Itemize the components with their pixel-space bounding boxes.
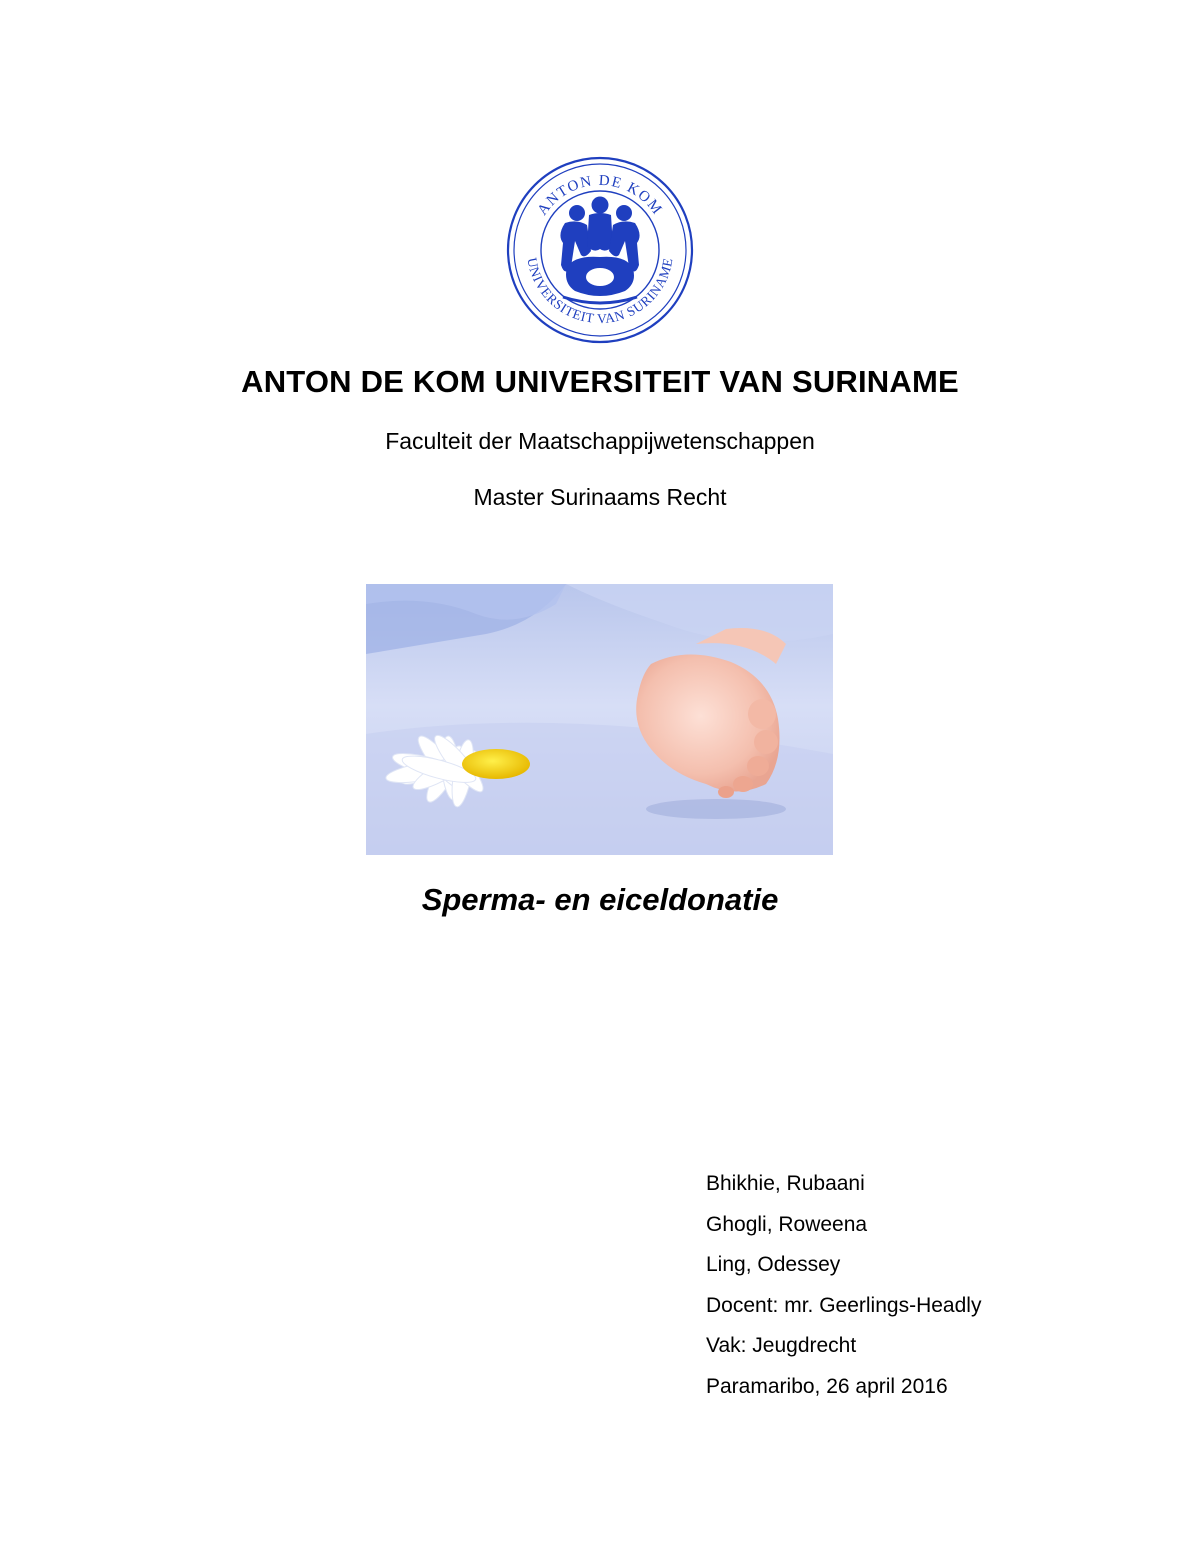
program-name: Master Surinaams Recht [473, 484, 727, 510]
lecturer-line: Docent: mr. Geerlings-Headly [706, 1293, 982, 1317]
university-name: ANTON DE KOM UNIVERSITEIT VAN SURINAME [241, 364, 959, 399]
author-info-block [706, 1164, 1156, 1407]
baby-foot-daisy-photo [366, 584, 833, 855]
author-name: Ghogli, Roweena [706, 1212, 868, 1236]
course-line: Vak: Jeugdrecht [706, 1334, 857, 1357]
author-name: Bhikhie, Rubaani [706, 1172, 865, 1195]
university-seal-icon [505, 155, 695, 345]
svg-text:UNIVERSITEIT VAN SURINAME: UNIVERSITEIT VAN SURINAME [524, 256, 676, 327]
document-title: Sperma- en eiceldonatie [421, 882, 779, 917]
place-date-line: Paramaribo, 26 april 2016 [706, 1374, 948, 1398]
svg-text:ANTON DE KOM: ANTON DE KOM [534, 172, 666, 219]
faculty-name: Faculteit der Maatschappijwetenschappen [385, 428, 815, 454]
author-name: Ling, Odessey [706, 1253, 841, 1276]
